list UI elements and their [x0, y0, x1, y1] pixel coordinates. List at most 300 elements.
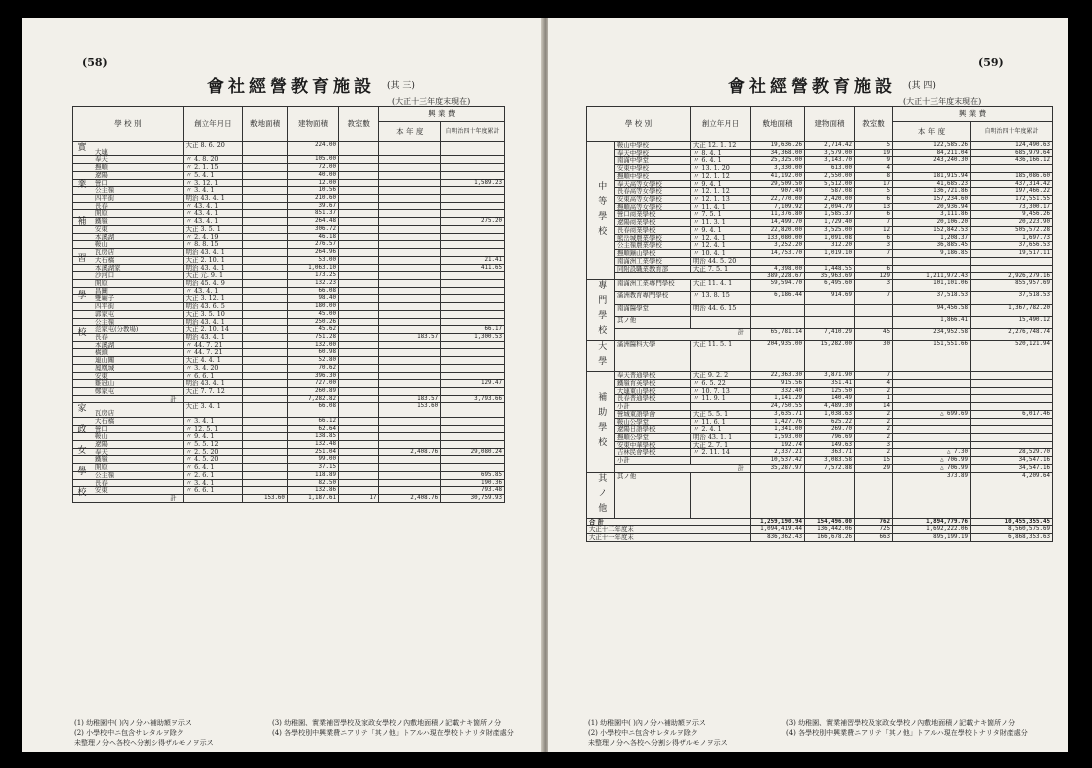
- cumulative-cell: 20,223.90: [971, 219, 1053, 227]
- school-name-cell: 鐵嶺: [73, 456, 184, 464]
- classroom-cell: 7: [855, 219, 893, 227]
- footnotes: [588, 718, 728, 748]
- founded-cell: 〃 2. 4. 1: [691, 426, 751, 434]
- building-area-cell: 260.89: [287, 388, 338, 396]
- school-name-cell: 遼陽商業學校: [615, 219, 691, 227]
- header-site-area: 敷地面積: [751, 107, 805, 142]
- school-name-cell: 鞍山中學校: [615, 142, 691, 150]
- table-row: [587, 211, 1053, 219]
- site-area-cell: 25,325.00: [751, 157, 805, 165]
- current-year-cell: [893, 165, 971, 173]
- current-year-cell: [379, 272, 441, 280]
- current-year-cell: 183.57: [379, 333, 441, 341]
- table-row: [73, 464, 505, 472]
- founded-cell: 〃 43. 4. 1: [183, 218, 243, 226]
- building-area-cell: 98.40: [287, 295, 338, 303]
- cumulative-cell: [441, 287, 505, 295]
- school-name-cell: 范家屯(分教場): [73, 326, 184, 334]
- cumulative-cell: [441, 433, 505, 441]
- classroom-cell: 9: [855, 157, 893, 165]
- site-area-cell: [243, 441, 288, 449]
- current-year-cell: [379, 279, 441, 287]
- site-area-cell: [243, 425, 288, 433]
- cumulative-cell: [441, 187, 505, 195]
- cumulative-cell: 1,589.23: [441, 179, 505, 187]
- building-area-cell: 37.15: [287, 464, 338, 472]
- building-area-cell: 173.25: [287, 272, 338, 280]
- current-year-cell: 41,685.23: [893, 180, 971, 188]
- classroom-cell: [338, 349, 378, 357]
- school-name-cell: 鳳凰城: [73, 364, 184, 372]
- classroom-cell: 2: [855, 434, 893, 442]
- cumulative-cell: [441, 417, 505, 425]
- site-area-cell: 1,593.00: [751, 434, 805, 442]
- classroom-cell: [338, 364, 378, 372]
- school-name-cell: 開原: [73, 279, 184, 287]
- page-number: (59): [978, 56, 1004, 69]
- school-name-cell: 遼陽日語學校: [615, 426, 691, 434]
- founded-cell: 明治 43. 1. 1: [691, 434, 751, 442]
- table-row: [73, 357, 505, 365]
- building-area-cell: 1,187.61: [287, 495, 338, 503]
- classroom-cell: [338, 456, 378, 464]
- site-area-cell: 907.49: [751, 188, 805, 196]
- table-row: [73, 171, 505, 179]
- site-area-cell: 6,186.44: [751, 292, 805, 304]
- cumulative-cell: [441, 195, 505, 203]
- school-name-cell: 撫順中學校: [615, 172, 691, 180]
- building-area-cell: 52.80: [287, 357, 338, 365]
- current-year-cell: 101,101.06: [893, 280, 971, 292]
- site-area-cell: [243, 279, 288, 287]
- classroom-cell: 8: [855, 172, 893, 180]
- cumulative-cell: [441, 364, 505, 372]
- current-year-cell: [893, 387, 971, 395]
- site-area-cell: 1,141.29: [751, 395, 805, 403]
- subtotal-label: 計: [73, 495, 184, 503]
- subtotal-label: 計: [615, 329, 751, 341]
- cumulative-cell: 15,490.12: [971, 316, 1053, 328]
- classroom-cell: 2: [855, 418, 893, 426]
- table-row: [587, 157, 1053, 165]
- table-row: [587, 165, 1053, 173]
- school-name-cell: 奉天中學校: [615, 149, 691, 157]
- building-area-cell: 132.00: [287, 341, 338, 349]
- table-row: [73, 264, 505, 272]
- current-year-cell: [379, 171, 441, 179]
- current-year-cell: [379, 433, 441, 441]
- founded-cell: 明治 43. 4. 1: [183, 380, 243, 388]
- table-row: [587, 387, 1053, 395]
- section-label: 補助學校: [587, 372, 615, 472]
- table-row: [587, 395, 1053, 403]
- page-subtitle: (其 三): [387, 81, 415, 91]
- classroom-cell: [338, 272, 378, 280]
- current-year-cell: [379, 210, 441, 218]
- classroom-cell: [855, 304, 893, 316]
- building-area-cell: 264.96: [287, 249, 338, 257]
- current-year-cell: 136,721.86: [893, 188, 971, 196]
- current-year-cell: [893, 265, 971, 273]
- current-year-cell: [379, 225, 441, 233]
- footnote-line: (1) 幼稚園中( )內ノ分ハ補助額ヲ示ス: [74, 719, 192, 727]
- section-label: 家政女學校: [75, 403, 86, 509]
- building-area-cell: 53.00: [287, 256, 338, 264]
- classroom-cell: 2: [855, 449, 893, 457]
- classroom-cell: [338, 417, 378, 425]
- classroom-cell: 19: [855, 149, 893, 157]
- founded-cell: 大正 11. 5. 1: [691, 341, 751, 372]
- classroom-cell: 4: [855, 380, 893, 388]
- subtotal-row: [73, 395, 505, 403]
- founded-cell: 〃 12. 5. 1: [183, 425, 243, 433]
- founded-cell: 大正 7. 7. 12: [183, 388, 243, 396]
- classroom-cell: [338, 256, 378, 264]
- current-year-cell: [379, 264, 441, 272]
- header-current-year: 本 年 度: [379, 122, 441, 142]
- cumulative-cell: [971, 165, 1053, 173]
- founded-cell: 〃 3. 4. 1: [183, 479, 243, 487]
- school-name-cell: 營口: [73, 179, 184, 187]
- cumulative-cell: [971, 265, 1053, 273]
- subtotal-label: 計: [73, 395, 184, 403]
- site-area-cell: [243, 210, 288, 218]
- page-number: (58): [82, 56, 108, 69]
- site-area-cell: 204,935.00: [751, 341, 805, 372]
- founded-cell: 明治 43. 4. 1: [183, 333, 243, 341]
- classroom-cell: 663: [855, 534, 893, 542]
- current-year-cell: 20,936.94: [893, 203, 971, 211]
- cumulative-cell: 3,793.66: [441, 395, 505, 403]
- building-area-cell: 99.00: [287, 456, 338, 464]
- site-area-cell: [243, 341, 288, 349]
- site-area-cell: [243, 403, 288, 417]
- site-area-cell: [243, 249, 288, 257]
- right-page: [548, 18, 1068, 752]
- site-area-cell: [243, 349, 288, 357]
- current-year-cell: 2,408.76: [379, 448, 441, 456]
- site-area-cell: [243, 303, 288, 311]
- table-row: [73, 471, 505, 479]
- current-year-cell: [379, 303, 441, 311]
- founded-cell: 大正 2. 10. 1: [183, 256, 243, 264]
- header-founded: 創立年月日: [691, 107, 751, 142]
- table-row: [73, 287, 505, 295]
- founded-cell: 〃 13. 1. 20: [691, 165, 751, 173]
- current-year-cell: [379, 341, 441, 349]
- current-year-cell: 122,585.26: [893, 142, 971, 150]
- building-area-cell: 7,282.82: [287, 395, 338, 403]
- building-area-cell: 7,410.29: [805, 329, 855, 341]
- table-row: [587, 434, 1053, 442]
- founded-cell: 〃 2. 1. 15: [183, 164, 243, 172]
- site-area-cell: [243, 241, 288, 249]
- classroom-cell: [338, 380, 378, 388]
- site-area-cell: [243, 218, 288, 226]
- school-name-cell: 小計: [615, 457, 691, 465]
- founded-cell: 〃 12. 4. 1: [691, 242, 751, 250]
- cumulative-cell: 124,490.63: [971, 142, 1053, 150]
- footnote-line: (2) 小學校中ニ包含サレタルヲ除ク: [74, 729, 184, 738]
- site-area-cell: [243, 364, 288, 372]
- building-area-cell: 3,579.00: [805, 149, 855, 157]
- cumulative-cell: 793.48: [441, 487, 505, 495]
- current-year-cell: 1,692,222.06: [893, 526, 971, 534]
- cumulative-cell: 520,121.94: [971, 341, 1053, 372]
- cumulative-cell: [441, 388, 505, 396]
- table-row: [587, 449, 1053, 457]
- table-row: [73, 333, 505, 341]
- founded-cell: 〃 2. 5. 20: [183, 448, 243, 456]
- building-area-cell: 1,729.40: [805, 219, 855, 227]
- classroom-cell: [338, 310, 378, 318]
- founded-cell: 〃 11. 6. 1: [691, 418, 751, 426]
- building-area-cell: [805, 257, 855, 265]
- table-row: [73, 225, 505, 233]
- table-row: [73, 417, 505, 425]
- classroom-cell: [338, 326, 378, 334]
- founded-cell: 大正 2. 10. 14: [183, 326, 243, 334]
- current-year-cell: △ 706.99: [893, 457, 971, 465]
- header-funding: 興 業 費: [379, 107, 505, 122]
- cumulative-cell: [441, 357, 505, 365]
- site-area-cell: [243, 448, 288, 456]
- cumulative-cell: 437,314.42: [971, 180, 1053, 188]
- site-area-cell: [243, 326, 288, 334]
- site-area-cell: [243, 380, 288, 388]
- site-area-cell: 1,341.00: [751, 426, 805, 434]
- site-area-cell: 3,330.00: [751, 165, 805, 173]
- founded-cell: 〃 6. 6. 1: [183, 487, 243, 495]
- cumulative-cell: 436,166.12: [971, 157, 1053, 165]
- cumulative-cell: 197,466.22: [971, 188, 1053, 196]
- table-row: [73, 349, 505, 357]
- header-funding: 興 業 費: [893, 107, 1053, 122]
- table-row: [73, 433, 505, 441]
- classroom-cell: [338, 318, 378, 326]
- building-area-cell: 251.04: [287, 448, 338, 456]
- school-name-cell: 其ノ他: [615, 316, 691, 328]
- classroom-cell: [338, 464, 378, 472]
- table-row: [73, 179, 505, 187]
- building-area-cell: 625.22: [805, 418, 855, 426]
- prior-year-label: 大正十二年度末: [587, 526, 751, 534]
- current-year-cell: [893, 426, 971, 434]
- school-name-cell: 安東: [73, 372, 184, 380]
- building-area-cell: 180.00: [287, 303, 338, 311]
- table-row: [587, 372, 1053, 380]
- building-area-cell: 10.56: [287, 187, 338, 195]
- current-year-cell: 895,199.19: [893, 534, 971, 542]
- table-row: [587, 304, 1053, 316]
- cumulative-cell: 9,456.26: [971, 211, 1053, 219]
- building-area-cell: 210.60: [287, 195, 338, 203]
- prior-year-label: 大正十一年度末: [587, 534, 751, 542]
- site-area-cell: [243, 479, 288, 487]
- founded-cell: 〃 44. 7. 21: [183, 341, 243, 349]
- table-row: [587, 219, 1053, 227]
- table-row: [587, 265, 1053, 273]
- school-name-cell: 營城東語學會: [615, 410, 691, 418]
- building-area-cell: [805, 304, 855, 316]
- footnote-line: 未整理ノ分ヘ各校ヘ分割シ得ザルモノヲ示ス: [74, 739, 214, 748]
- table-row: [73, 425, 505, 433]
- section-label: 大學: [587, 341, 615, 372]
- school-name-cell: 同附設職業教育部: [615, 265, 691, 273]
- building-area-cell: 40.00: [287, 171, 338, 179]
- classroom-cell: 5: [855, 142, 893, 150]
- current-year-cell: △ 706.99: [893, 464, 971, 472]
- current-year-cell: [893, 441, 971, 449]
- cumulative-cell: 8,560,575.69: [971, 526, 1053, 534]
- table-row: [587, 341, 1053, 372]
- table-row: [587, 242, 1053, 250]
- prior-year-row: [587, 526, 1053, 534]
- classroom-cell: [338, 433, 378, 441]
- building-area-cell: 587.08: [805, 188, 855, 196]
- founded-cell: 〃 12. 4. 1: [691, 234, 751, 242]
- school-name-cell: 遼陽: [73, 441, 184, 449]
- current-year-cell: 9,186.85: [893, 250, 971, 258]
- classroom-cell: 6: [855, 196, 893, 204]
- table-row: [587, 226, 1053, 234]
- site-area-cell: 22,820.00: [751, 226, 805, 234]
- table-row: [73, 310, 505, 318]
- school-name-cell: 小計: [615, 403, 691, 411]
- table-row: [73, 341, 505, 349]
- current-year-cell: 153.60: [379, 403, 441, 417]
- cumulative-cell: 411.65: [441, 264, 505, 272]
- site-area-cell: [243, 310, 288, 318]
- subtotal-row: [73, 495, 505, 503]
- site-area-cell: [243, 202, 288, 210]
- founded-cell: 大正 8. 6. 20: [183, 142, 243, 156]
- current-year-cell: 157,234.60: [893, 196, 971, 204]
- cumulative-cell: [441, 372, 505, 380]
- founded-cell: 大正 3. 5. 10: [183, 310, 243, 318]
- founded-cell: 大正 5. 5. 1: [691, 410, 751, 418]
- current-year-cell: 3,111.86: [893, 211, 971, 219]
- founded-cell: 大正 9. 2. 2: [691, 372, 751, 380]
- founded-cell: 〃 9. 4. 1: [691, 226, 751, 234]
- cumulative-cell: [441, 142, 505, 156]
- founded-cell: 〃 3. 4. 20: [183, 364, 243, 372]
- current-year-cell: [379, 388, 441, 396]
- school-name-cell: 長春普通學校: [615, 395, 691, 403]
- building-area-cell: 60.98: [287, 349, 338, 357]
- building-area-cell: 1,585.37: [805, 211, 855, 219]
- site-area-cell: 836,362.43: [751, 534, 805, 542]
- current-year-cell: 94,456.58: [893, 304, 971, 316]
- footnote-line: 未整理ノ分ヘ各校ヘ分割シ得ザルモノヲ示ス: [588, 739, 728, 748]
- table-row: [587, 172, 1053, 180]
- current-year-cell: [379, 241, 441, 249]
- site-area-cell: [243, 287, 288, 295]
- building-area-cell: [805, 316, 855, 328]
- table-row: [73, 326, 505, 334]
- footnote-line: (4) 各學校別中興業費ニアリテ「其ノ他」トアルハ現在學校トナリタ財產處分: [272, 729, 514, 738]
- site-area-cell: [243, 295, 288, 303]
- table-row: [73, 164, 505, 172]
- subtotal-row: [587, 464, 1053, 472]
- school-name-cell: 熊岳城農業學校: [615, 234, 691, 242]
- classroom-cell: [338, 479, 378, 487]
- building-area-cell: 125.50: [805, 387, 855, 395]
- building-area-cell: 914.69: [805, 292, 855, 304]
- building-area-cell: 250.26: [287, 318, 338, 326]
- footnotes: [74, 718, 214, 748]
- table-row: [73, 249, 505, 257]
- cumulative-cell: 2,926,279.16: [971, 273, 1053, 280]
- site-area-cell: [243, 225, 288, 233]
- classroom-cell: [338, 218, 378, 226]
- building-area-cell: 796.69: [805, 434, 855, 442]
- current-year-cell: 152,842.53: [893, 226, 971, 234]
- founded-cell: 〃 6. 4. 1: [183, 464, 243, 472]
- school-name-cell: 大石橋: [73, 256, 184, 264]
- site-area-cell: 34,368.00: [751, 149, 805, 157]
- current-year-cell: △ 699.69: [893, 410, 971, 418]
- classroom-cell: 762: [855, 518, 893, 526]
- classroom-cell: [338, 142, 378, 156]
- classroom-cell: [338, 171, 378, 179]
- building-area-cell: 132.23: [287, 279, 338, 287]
- footnote-line: (3) 幼稚園、實業補習學校及家政女學校ノ內敷地面積ノ記載ナキ箇所ノ分: [272, 719, 502, 727]
- cumulative-cell: 172,551.55: [971, 196, 1053, 204]
- school-name-cell: 實業補習學校 大連: [73, 142, 184, 156]
- table-row: [73, 487, 505, 495]
- site-area-cell: 14,499.70: [751, 219, 805, 227]
- building-area-cell: 15,282.00: [805, 341, 855, 372]
- classroom-cell: [338, 187, 378, 195]
- header-classrooms: 教室數: [338, 107, 378, 142]
- classroom-cell: [338, 372, 378, 380]
- building-area-cell: 62.64: [287, 425, 338, 433]
- founded-cell: 〃 6. 4. 1: [691, 157, 751, 165]
- building-area-cell: 727.00: [287, 380, 338, 388]
- cumulative-cell: 73,300.17: [971, 203, 1053, 211]
- classroom-cell: 5: [855, 188, 893, 196]
- classroom-cell: [855, 472, 893, 518]
- site-area-cell: [243, 187, 288, 195]
- building-area-cell: 45.00: [287, 310, 338, 318]
- building-area-cell: 2,714.42: [805, 142, 855, 150]
- building-area-cell: 6,495.60: [805, 280, 855, 292]
- cumulative-cell: [441, 249, 505, 257]
- classroom-cell: [338, 195, 378, 203]
- cumulative-cell: [441, 425, 505, 433]
- table-row: [73, 210, 505, 218]
- cumulative-cell: 1,300.53: [441, 333, 505, 341]
- founded-cell: 明治 43. 6. 5: [183, 303, 243, 311]
- cumulative-cell: [441, 279, 505, 287]
- founded-cell: 明治 45. 4. 9: [183, 279, 243, 287]
- founded-cell: 〃 8. 4. 1: [691, 149, 751, 157]
- current-year-cell: [379, 295, 441, 303]
- site-area-cell: [243, 256, 288, 264]
- cumulative-cell: [971, 441, 1053, 449]
- current-year-cell: [379, 471, 441, 479]
- classroom-cell: 29: [855, 464, 893, 472]
- classroom-cell: [338, 395, 378, 403]
- grand-total-row: [587, 518, 1053, 526]
- building-area-cell: 2,420.00: [805, 196, 855, 204]
- site-area-cell: 1,427.76: [751, 418, 805, 426]
- school-name-cell: 四平街: [73, 303, 184, 311]
- current-year-cell: [893, 403, 971, 411]
- cumulative-cell: [971, 395, 1053, 403]
- site-area-cell: [243, 264, 288, 272]
